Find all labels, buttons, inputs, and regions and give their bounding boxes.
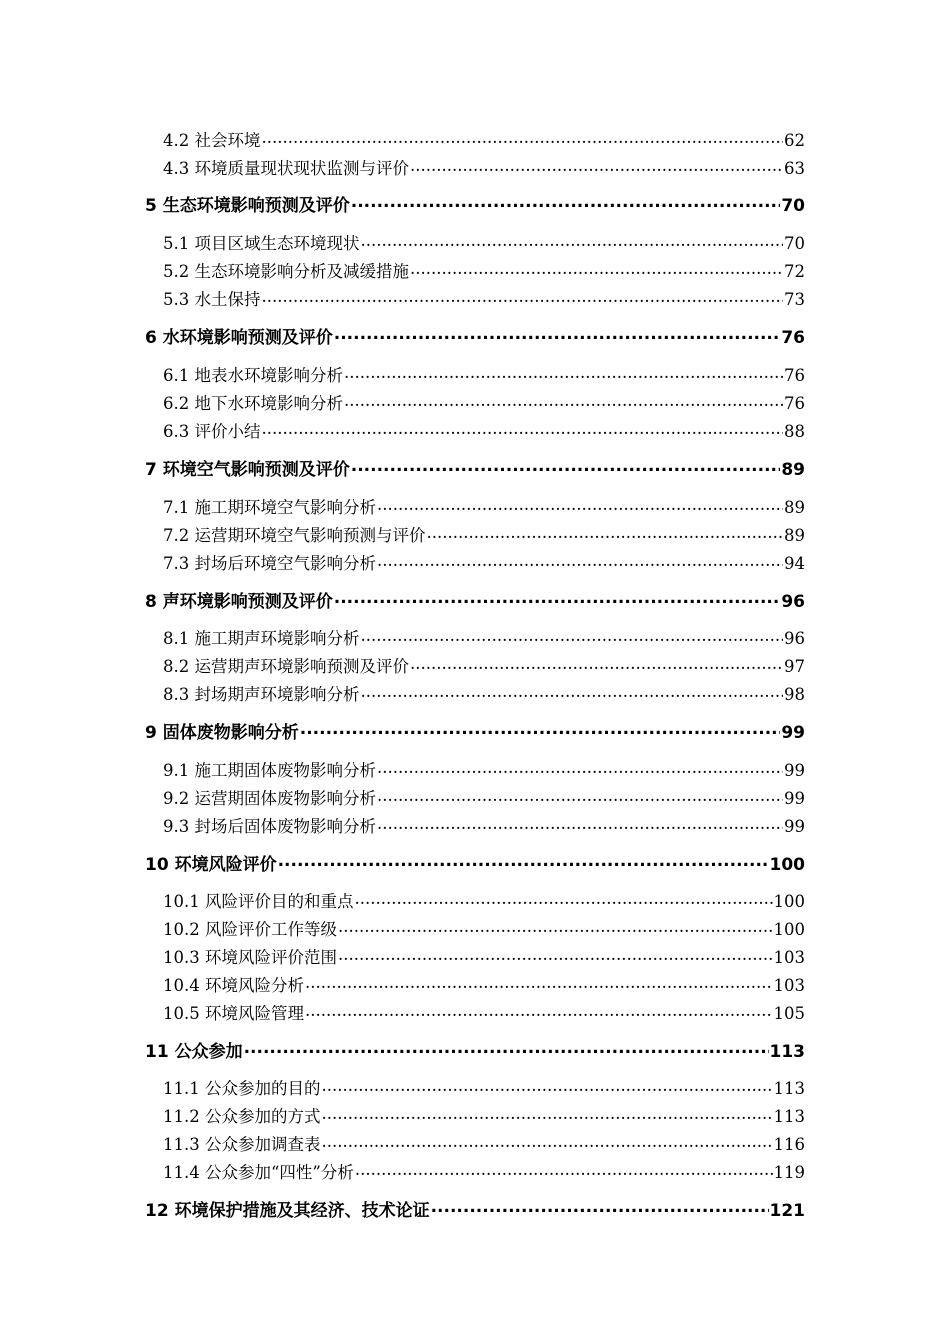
toc-entry-title: 6.1 地表水环境影响分析 [163, 366, 343, 385]
toc-dot-leader [361, 233, 784, 250]
toc-dot-leader [321, 1106, 772, 1123]
toc-entry-title: 6 水环境影响预测及评价 [145, 328, 333, 348]
toc-entry-title: 10.3 环境风险评价范围 [163, 948, 337, 967]
toc-entry-title: 5.1 项目区域生态环境现状 [163, 234, 360, 253]
toc-section-entry[interactable] [163, 550, 805, 574]
toc-section-entry[interactable] [163, 972, 805, 996]
toc-entry-page-number: 100 [773, 892, 805, 911]
toc-entry-title: 5 生态环境影响预测及评价 [145, 196, 350, 216]
toc-dot-leader [344, 393, 783, 410]
toc-entry-page-number: 100 [773, 920, 805, 939]
toc-entry-title: 8.3 封场期声环境影响分析 [163, 685, 360, 704]
toc-section-entry[interactable] [163, 155, 805, 179]
toc-entry-page-number: 89 [781, 460, 805, 480]
toc-entry-title: 6.2 地下水环境影响分析 [163, 394, 343, 413]
toc-entry-page-number: 100 [769, 855, 805, 875]
toc-entry-title: 10.1 风险评价目的和重点 [163, 892, 354, 911]
toc-dot-leader [377, 816, 783, 833]
toc-section-entry[interactable] [163, 362, 805, 386]
toc-entry-title: 9.3 封场后固体废物影响分析 [163, 817, 376, 836]
toc-dot-leader [377, 497, 783, 514]
toc-entry-title: 5.2 生态环境影响分析及减缓措施 [163, 262, 409, 281]
toc-section-entry[interactable] [163, 813, 805, 837]
toc-dot-leader [361, 684, 784, 701]
toc-entry-title: 6.3 评价小结 [163, 422, 261, 441]
toc-section-entry[interactable] [163, 916, 805, 940]
toc-section-entry[interactable] [163, 653, 805, 677]
toc-entry-title: 11.1 公众参加的目的 [163, 1079, 321, 1098]
toc-entry-title: 11.2 公众参加的方式 [163, 1107, 321, 1126]
toc-dot-leader [305, 1003, 773, 1020]
toc-chapter-entry[interactable] [145, 191, 805, 216]
toc-entry-page-number: 103 [773, 976, 805, 995]
toc-entry-title: 11.4 公众参加“四性”分析 [163, 1163, 354, 1182]
toc-dot-leader [377, 788, 783, 805]
toc-entry-title: 10 环境风险评价 [145, 855, 277, 875]
toc-entry-page-number: 76 [784, 394, 805, 413]
toc-entry-title: 8.1 施工期声环境影响分析 [163, 629, 360, 648]
toc-dot-leader [344, 365, 783, 382]
toc-entry-page-number: 103 [773, 948, 805, 967]
toc-entry-page-number: 96 [781, 592, 805, 612]
toc-dot-leader [338, 947, 773, 964]
toc-entry-page-number: 62 [784, 131, 805, 150]
toc-entry-page-number: 89 [784, 526, 805, 545]
toc-dot-leader [321, 1134, 772, 1151]
toc-dot-leader [431, 1199, 769, 1216]
toc-entry-title: 10.4 环境风险分析 [163, 976, 304, 995]
toc-entry-page-number: 73 [784, 290, 805, 309]
toc-section-entry[interactable] [163, 418, 805, 442]
toc-dot-leader [354, 891, 772, 908]
toc-entry-title: 4.2 社会环境 [163, 131, 261, 150]
toc-entry-title: 5.3 水土保持 [163, 290, 261, 309]
toc-dot-leader [410, 261, 783, 278]
toc-dot-leader [338, 919, 773, 936]
toc-entry-title: 10.2 风险评价工作等级 [163, 920, 337, 939]
toc-entry-page-number: 88 [784, 422, 805, 441]
toc-entry-title: 10.5 环境风险管理 [163, 1004, 304, 1023]
toc-section-entry[interactable] [163, 1103, 805, 1127]
toc-entry-page-number: 121 [769, 1201, 805, 1221]
toc-dot-leader [300, 721, 781, 738]
toc-dot-leader [334, 590, 781, 607]
toc-section-entry[interactable] [163, 785, 805, 809]
toc-entry-title: 7.3 封场后环境空气影响分析 [163, 554, 376, 573]
toc-dot-leader [377, 760, 783, 777]
toc-dot-leader [410, 656, 783, 673]
toc-chapter-entry[interactable] [145, 850, 805, 875]
toc-entry-page-number: 116 [773, 1135, 805, 1154]
toc-entry-page-number: 76 [784, 366, 805, 385]
toc-entry-page-number: 89 [784, 498, 805, 517]
toc-section-entry[interactable] [163, 1000, 805, 1024]
toc-entry-page-number: 94 [784, 554, 805, 573]
toc-chapter-entry[interactable] [145, 455, 805, 480]
toc-section-entry[interactable] [163, 625, 805, 649]
toc-dot-leader [410, 158, 783, 175]
toc-dot-leader [262, 421, 784, 438]
toc-section-entry[interactable] [163, 522, 805, 546]
toc-dot-leader [427, 525, 784, 542]
toc-section-entry[interactable] [163, 1131, 805, 1155]
toc-section-entry[interactable] [163, 1075, 805, 1099]
toc-entry-title: 9.1 施工期固体废物影响分析 [163, 761, 376, 780]
toc-chapter-entry[interactable] [145, 718, 805, 743]
toc-dot-leader [377, 553, 783, 570]
toc-entry-title: 11.3 公众参加调查表 [163, 1135, 321, 1154]
toc-entry-page-number: 113 [773, 1079, 805, 1098]
toc-entry-title: 9.2 运营期固体废物影响分析 [163, 789, 376, 808]
toc-section-entry[interactable] [163, 944, 805, 968]
toc-entry-page-number: 76 [781, 328, 805, 348]
toc-entry-page-number: 119 [773, 1163, 805, 1182]
toc-section-entry[interactable] [163, 390, 805, 414]
toc-entry-page-number: 63 [784, 159, 805, 178]
toc-dot-leader [262, 289, 784, 306]
toc-dot-leader [351, 194, 781, 211]
toc-section-entry[interactable] [163, 1159, 805, 1183]
toc-dot-leader [361, 628, 784, 645]
toc-entry-title: 7.2 运营期环境空气影响预测与评价 [163, 526, 426, 545]
toc-entry-page-number: 99 [784, 761, 805, 780]
toc-chapter-entry[interactable] [145, 587, 805, 612]
toc-section-entry[interactable] [163, 286, 805, 310]
toc-section-entry[interactable] [163, 888, 805, 912]
toc-section-entry[interactable] [163, 127, 805, 151]
toc-dot-leader [334, 326, 781, 343]
toc-section-entry[interactable] [163, 494, 805, 518]
toc-entry-page-number: 99 [784, 817, 805, 836]
toc-entry-page-number: 99 [784, 789, 805, 808]
toc-entry-page-number: 96 [784, 629, 805, 648]
toc-entry-title: 7 环境空气影响预测及评价 [145, 460, 350, 480]
toc-section-entry[interactable] [163, 681, 805, 705]
toc-section-entry[interactable] [163, 230, 805, 254]
toc-entry-title: 4.3 环境质量现状现状监测与评价 [163, 159, 409, 178]
toc-dot-leader [321, 1078, 772, 1095]
toc-entry-title: 8 声环境影响预测及评价 [145, 592, 333, 612]
toc-entry-page-number: 70 [781, 196, 805, 216]
toc-entry-page-number: 72 [784, 262, 805, 281]
toc-entry-title: 9 固体废物影响分析 [145, 723, 299, 743]
toc-entry-page-number: 97 [784, 657, 805, 676]
toc-dot-leader [355, 1162, 773, 1179]
toc-section-entry[interactable] [163, 757, 805, 781]
toc-entry-title: 11 公众参加 [145, 1042, 243, 1062]
toc-dot-leader [305, 975, 773, 992]
toc-entry-title: 8.2 运营期声环境影响预测及评价 [163, 657, 409, 676]
toc-entry-page-number: 113 [773, 1107, 805, 1126]
toc-dot-leader [262, 130, 784, 147]
toc-entry-page-number: 105 [773, 1004, 805, 1023]
toc-chapter-entry[interactable] [145, 323, 805, 348]
toc-entry-page-number: 113 [769, 1042, 805, 1062]
toc-entry-page-number: 70 [784, 234, 805, 253]
toc-chapter-entry[interactable] [145, 1037, 805, 1062]
toc-dot-leader [278, 853, 769, 870]
toc-entry-page-number: 98 [784, 685, 805, 704]
toc-entry-title: 7.1 施工期环境空气影响分析 [163, 498, 376, 517]
toc-dot-leader [244, 1040, 769, 1057]
toc-section-entry[interactable] [163, 258, 805, 282]
toc-chapter-entry[interactable] [145, 1196, 805, 1221]
toc-entry-title: 12 环境保护措施及其经济、技术论证 [145, 1201, 430, 1221]
toc-entry-page-number: 99 [781, 723, 805, 743]
toc-dot-leader [351, 458, 781, 475]
